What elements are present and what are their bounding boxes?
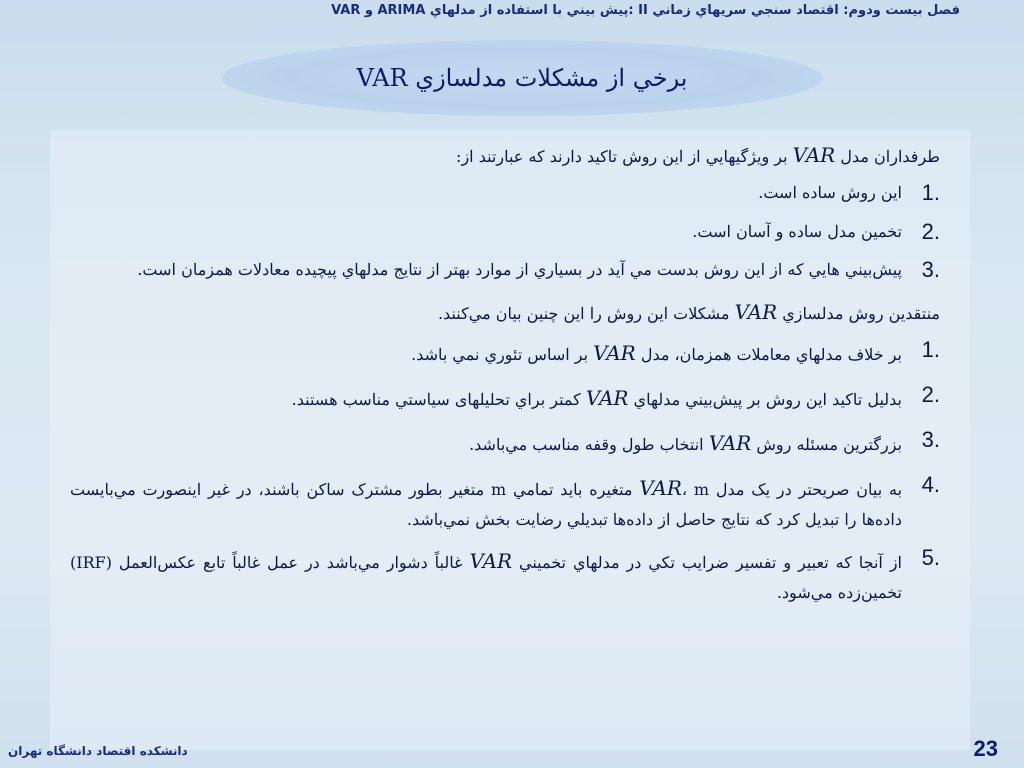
intro-pros: [70, 138, 940, 173]
item-text-a: بر خلاف مدلهاي معاملات همزمان، مدل: [640, 344, 902, 364]
cons-item-4: [70, 471, 940, 534]
var-term: VAR: [708, 430, 752, 455]
item-text: [70, 381, 902, 416]
intro-pros-text-b: بر ويژگيهايي از اين روش تاكيد دارند كه عبارتند از:: [456, 147, 788, 166]
cons-item-2: [70, 381, 940, 416]
slide-content: [70, 138, 940, 617]
var-term: VAR: [585, 385, 629, 410]
item-number: 3.: [921, 426, 940, 452]
item-text: اين روش ساده است.: [758, 183, 902, 202]
pros-item-2: [70, 218, 940, 247]
intro-cons: [70, 295, 940, 330]
item-text: پيش‌بيني هايي كه از اين روش بدست مي آيد در بسياري از موارد بهتر از نتايج مدلهاي پيچيده معادلات همزمان است.: [137, 260, 902, 280]
slide-header: فصل بيست ودوم: اقتصاد سنجي سريهاي زماني II :پيش بيني با استفاده از مدلهاي ARIMA و VAR: [331, 3, 960, 18]
intro-cons-text-b: مشكلات اين روش را اين چنين بيان مي‌كنند.: [437, 303, 730, 323]
var-term: VAR: [734, 299, 778, 324]
item-number: 2.: [921, 218, 940, 244]
cons-item-3: [70, 426, 940, 461]
cons-item-5: [70, 544, 940, 607]
footer-institution: دانشكده اقتصاد دانشگاه تهران: [8, 744, 188, 758]
item-number: 1.: [921, 180, 940, 205]
intro-cons-text-a: منتقدين روش مدلسازي: [782, 303, 940, 323]
slide-title: [222, 40, 822, 116]
var-term: VAR: [469, 548, 513, 573]
pros-item-1: [70, 179, 940, 208]
title-term: VAR: [356, 64, 408, 92]
item-text: [70, 336, 902, 371]
item-number: 3.: [921, 257, 940, 283]
item-text-b: انتخاب طول وقفه مناسب مي‌باشد.: [469, 434, 704, 454]
item-text: تخمين مدل ساده و آسان است.: [692, 221, 902, 241]
item-text-a: بزرگترين مسئله روش: [756, 434, 902, 454]
var-term: VAR: [639, 475, 682, 500]
item-text: [70, 471, 902, 534]
item-text-a: از آنجا كه تعبير و تفسير ضرايب تكي در مدلهاي تخميني: [518, 552, 902, 572]
title-prefix: برخي از مشكلات مدلسازي: [415, 64, 688, 92]
item-text-b: بر اساس تئوري نمي باشد.: [411, 344, 589, 364]
item-text-a: به بيان صريحتر در يک مدل: [715, 479, 903, 499]
item-number: 4.: [921, 471, 940, 497]
item-number: 1.: [921, 336, 940, 362]
var-term: VAR: [593, 340, 636, 365]
item-text-a: بدليل تاكيد اين روش بر پيش‌بيني مدلهاي: [633, 389, 902, 409]
pros-item-3: [70, 256, 940, 285]
cons-item-1: [70, 336, 940, 371]
item-text-b: كمتر براي تحليلهای سياستي مناسب هستند.: [291, 389, 581, 409]
item-text-b: ، m متغيره بايد تمامي m متغير بطور مشترک ساکن باشند، در غير اينصورت مي‌بايست داده‌ها را تبديل كرد كه نتايج حاصل از داده‌ها تبديلي رضايت بخش نمي‌باشد.: [70, 479, 902, 529]
var-term: VAR: [792, 143, 836, 167]
item-number: 2.: [921, 381, 940, 407]
item-text: [70, 426, 902, 461]
item-number: 5.: [921, 544, 940, 570]
item-text: [70, 544, 902, 607]
intro-pros-text-a: طرفداران مدل: [840, 147, 940, 166]
item-text-b: غالباً دشوار مي‌باشد در عمل غالباً تابع عكس‌العمل (IRF) تخمين‌زده مي‌شود.: [70, 552, 902, 602]
page-number: 23: [973, 736, 998, 761]
